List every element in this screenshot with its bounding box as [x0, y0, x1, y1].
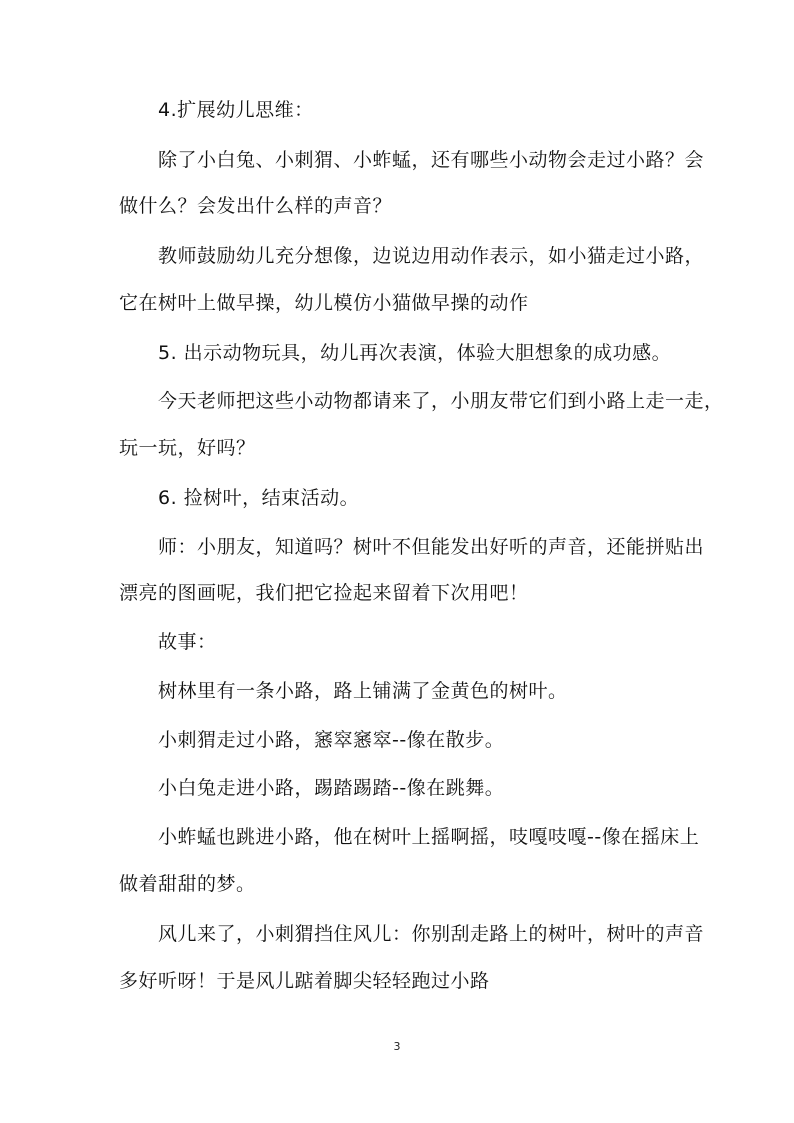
text-line: 它在树叶上做早操，幼儿模仿小猫做早操的动作 — [119, 292, 529, 314]
text-line: 小白兔走进小路，踢踏踢踏--像在跳舞。 — [158, 777, 505, 799]
text-line: 今天老师把这些小动物都请来了，小朋友带它们到小路上走一走， — [158, 390, 724, 412]
text-line: 教师鼓励幼儿充分想像，边说边用动作表示，如小猫走过小路， — [158, 245, 705, 267]
text-line: 除了小白兔、小刺猬、小蚱蜢，还有哪些小动物会走过小路？会 — [158, 149, 705, 171]
text-line: 玩一玩，好吗？ — [119, 437, 256, 459]
text-line: 4.扩展幼儿思维： — [158, 99, 314, 121]
text-line: 多好听呀！于是风儿踮着脚尖轻轻跑过小路 — [119, 970, 490, 992]
text-line: 师：小朋友，知道吗？树叶不但能发出好听的声音，还能拼贴出 — [158, 536, 705, 558]
page-number: 3 — [393, 1040, 401, 1053]
text-line: 树林里有一条小路，路上铺满了金黄色的树叶。 — [158, 680, 568, 702]
text-line: 故事： — [158, 631, 217, 653]
text-line: 小蚱蜢也跳进小路，他在树叶上摇啊摇，吱嘎吱嘎--像在摇床上 — [158, 826, 700, 848]
text-line: 风儿来了，小刺猬挡住风儿：你别刮走路上的树叶，树叶的声音 — [158, 923, 705, 945]
text-line: 做什么？会发出什么样的声音？ — [119, 195, 393, 217]
text-line: 6. 捡树叶，结束活动。 — [158, 487, 360, 509]
text-line: 小刺猬走过小路，窸窣窸窣--像在散步。 — [158, 729, 505, 751]
text-line: 漂亮的图画呢，我们把它捡起来留着下次用吧！ — [119, 582, 529, 604]
text-line: 做着甜甜的梦。 — [119, 873, 256, 895]
text-line: 5. 出示动物玩具，幼儿再次表演，体验大胆想象的成功感。 — [158, 342, 672, 364]
